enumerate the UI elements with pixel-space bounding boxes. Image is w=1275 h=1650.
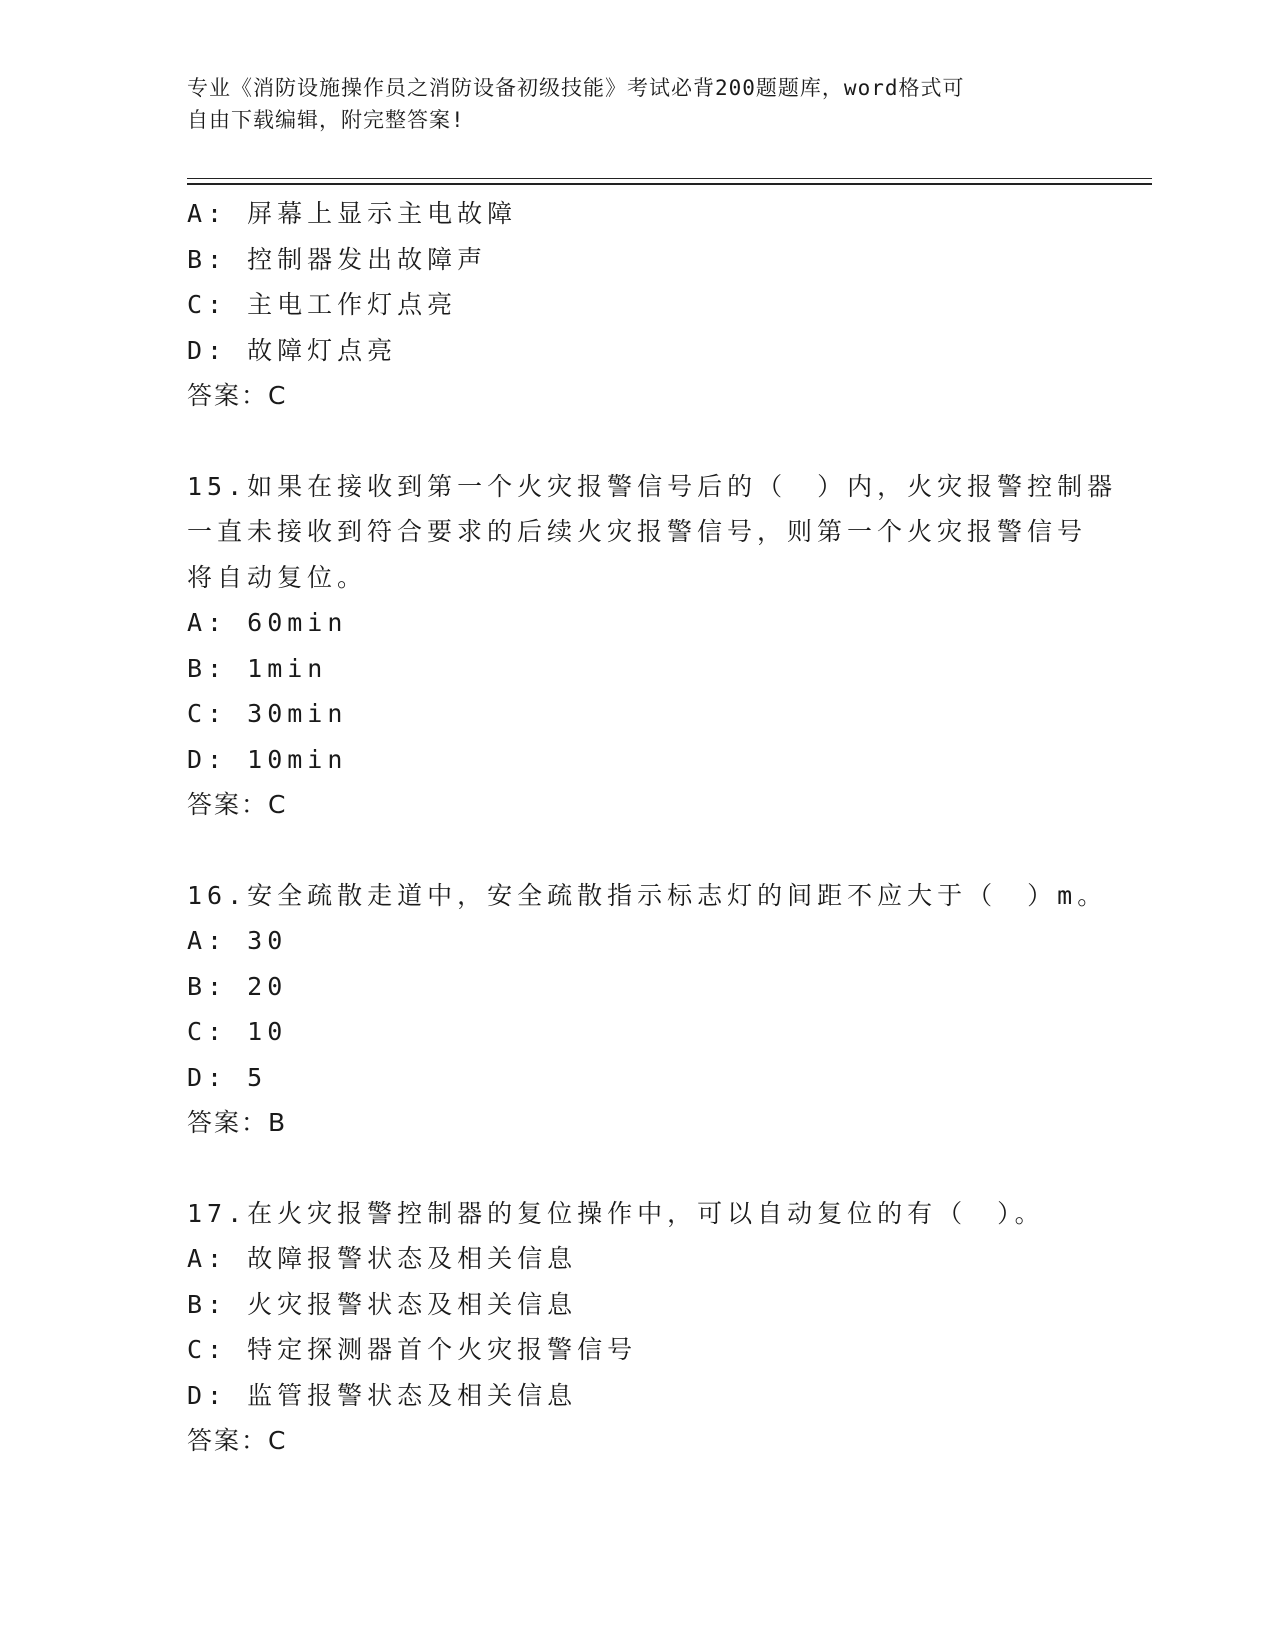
question-14-continued [187,191,1087,419]
question-17 [187,1191,1087,1464]
option-d: D: 10min [187,744,348,774]
header-divider-thick [187,183,1152,185]
question-stem: 将自动复位。 [187,562,368,592]
option-b: B: 火灾报警状态及相关信息 [187,1289,578,1319]
option-d: D: 5 [187,1062,268,1092]
question-stem: 一直未接收到符合要求的后续火灾报警信号，则第一个火灾报警信号 [187,517,1088,546]
option-b: B: 控制器发出故障声 [187,244,488,274]
answer: 答案：B [187,1108,288,1137]
header-divider-thin [187,178,1152,179]
option-a: A: 30 [187,926,288,955]
option-a: A: 故障报警状态及相关信息 [187,1244,578,1273]
question-list [187,191,1118,1464]
answer: 答案：C [187,381,288,410]
option-c: C: 30min [187,699,348,728]
option-a: A: 60min [187,608,348,637]
question-15 [187,464,1118,828]
option-b: B: 1min [187,653,328,683]
option-b: B: 20 [187,971,288,1001]
document-header [187,72,1067,136]
option-d: D: 监管报警状态及相关信息 [187,1380,578,1410]
option-a: A: 屏幕上显示主电故障 [187,199,518,228]
option-d: D: 故障灯点亮 [187,335,398,365]
answer: 答案：C [187,1426,288,1455]
option-c: C: 主电工作灯点亮 [187,290,458,319]
question-stem: 16.安全疏散走道中，安全疏散指示标志灯的间距不应大于（ ）m。 [187,880,1108,910]
spacer [187,1146,1087,1191]
header-title-line-2: 自由下载编辑，附完整答案! [187,108,465,132]
question-16 [187,873,1108,1146]
option-c: C: 特定探测器首个火灾报警信号 [187,1335,638,1364]
option-c: C: 10 [187,1017,288,1046]
question-stem: 15.如果在接收到第一个火灾报警信号后的（ ）内，火灾报警控制器 [187,471,1118,501]
question-stem: 17.在火灾报警控制器的复位操作中，可以自动复位的有（ ）。 [187,1198,1045,1228]
header-title-line-1: 专业《消防设施操作员之消防设备初级技能》考试必背200题题库，word格式可 [187,76,965,100]
spacer [187,419,1087,464]
spacer [187,828,1087,873]
answer: 答案：C [187,790,288,819]
